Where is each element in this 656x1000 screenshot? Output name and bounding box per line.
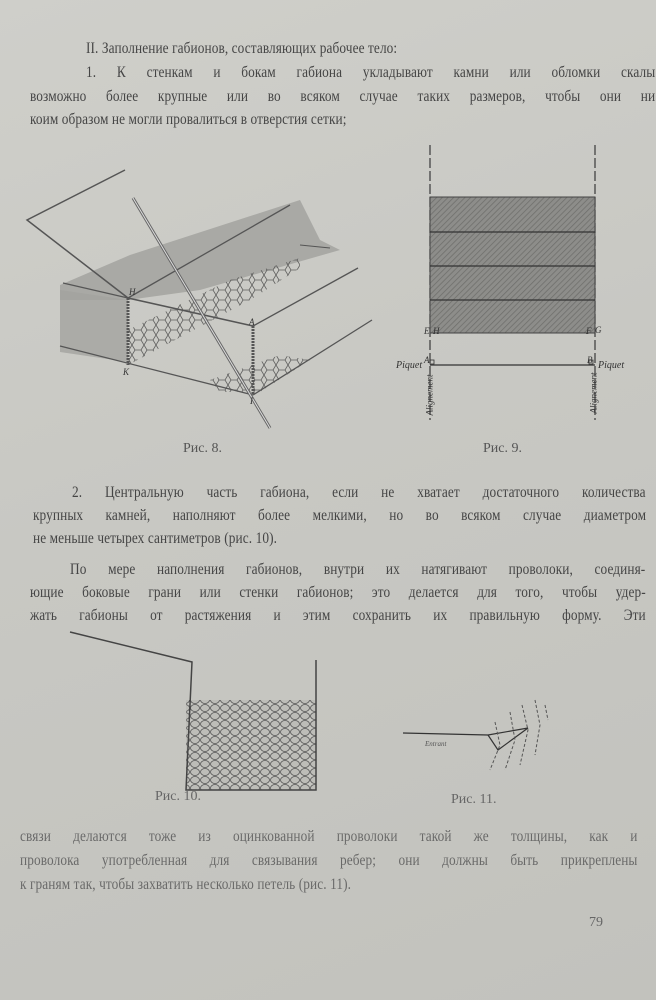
page-number: 79: [589, 915, 603, 930]
fig9-label-a: A: [424, 355, 430, 365]
alignment-right-label: Alignement: [588, 372, 599, 414]
paragraph-2-line: крупных камней, наполняют более мелкими, но во всяком случае диаметром: [33, 507, 647, 524]
fig8-label-h: H: [129, 287, 136, 297]
paragraph-4-line: проволока употребленная для связывания ребер; они должны быть прикреплены: [20, 852, 638, 869]
fig9-label-b: B: [587, 355, 593, 365]
paragraph-1-line: коим образом не могли провалиться в отверстия сетки;: [30, 111, 347, 128]
paragraph-1-line: 1. К стенкам и бокам габиона укладывают камни или обломки скалы: [86, 64, 656, 81]
fig8-label-i: I: [250, 396, 253, 406]
piquet-left-label: Piquet: [396, 360, 423, 371]
paragraph-3-line: ющие боковые грани или стенки габионов; это делается для того, чтобы удер-: [30, 584, 646, 601]
fig9-label-e: E: [424, 326, 430, 336]
figure-8-caption: Рис. 8.: [183, 441, 222, 456]
figure-10-caption: Рис. 10.: [155, 789, 201, 804]
figure-11-wire-tie: [403, 700, 548, 770]
figure-10-filled-gabion: [70, 632, 316, 790]
paragraph-3-line: жать габионы от растяжения и этим сохранить их правильную форму. Эти: [30, 607, 646, 624]
fig9-label-g: G: [595, 325, 602, 335]
fig9-label-h: H: [433, 326, 440, 336]
fig9-label-f: F: [586, 326, 592, 336]
piquet-right-label: Piquet: [598, 360, 625, 371]
paragraph-1-line: возможно более крупные или во всяком случае таких размеров, чтобы они ни: [30, 88, 656, 105]
alignment-left-label: Alignement: [424, 374, 435, 416]
paragraph-2-line: 2. Центральную часть габиона, если не хватает достаточного количества: [72, 484, 646, 501]
paragraph-4-line: к граням так, чтобы захватить несколько петель (рис. 11).: [20, 876, 352, 893]
figure-9-caption: Рис. 9.: [483, 441, 522, 456]
figure-9-plan-drawing: [430, 145, 595, 420]
figure-11-caption: Рис. 11.: [451, 792, 497, 807]
paragraph-4-line: связи делаются тоже из оцинкованной проволоки такой же толщины, как и: [20, 828, 638, 845]
figure-8-gabion-drawing: [27, 170, 372, 428]
paragraph-2-line: не меньше четырех сантиметров (рис. 10).: [33, 530, 278, 547]
section-heading: II. Заполнение габионов, составляющих рабочее тело:: [86, 40, 398, 57]
fig11-entrant-label: Entrant: [425, 740, 447, 748]
paragraph-3-line: По мере наполнения габионов, внутри их натягивают проволоки, соединя-: [70, 561, 646, 578]
fig8-label-a: A: [249, 317, 255, 327]
fig8-label-k: K: [123, 367, 130, 377]
